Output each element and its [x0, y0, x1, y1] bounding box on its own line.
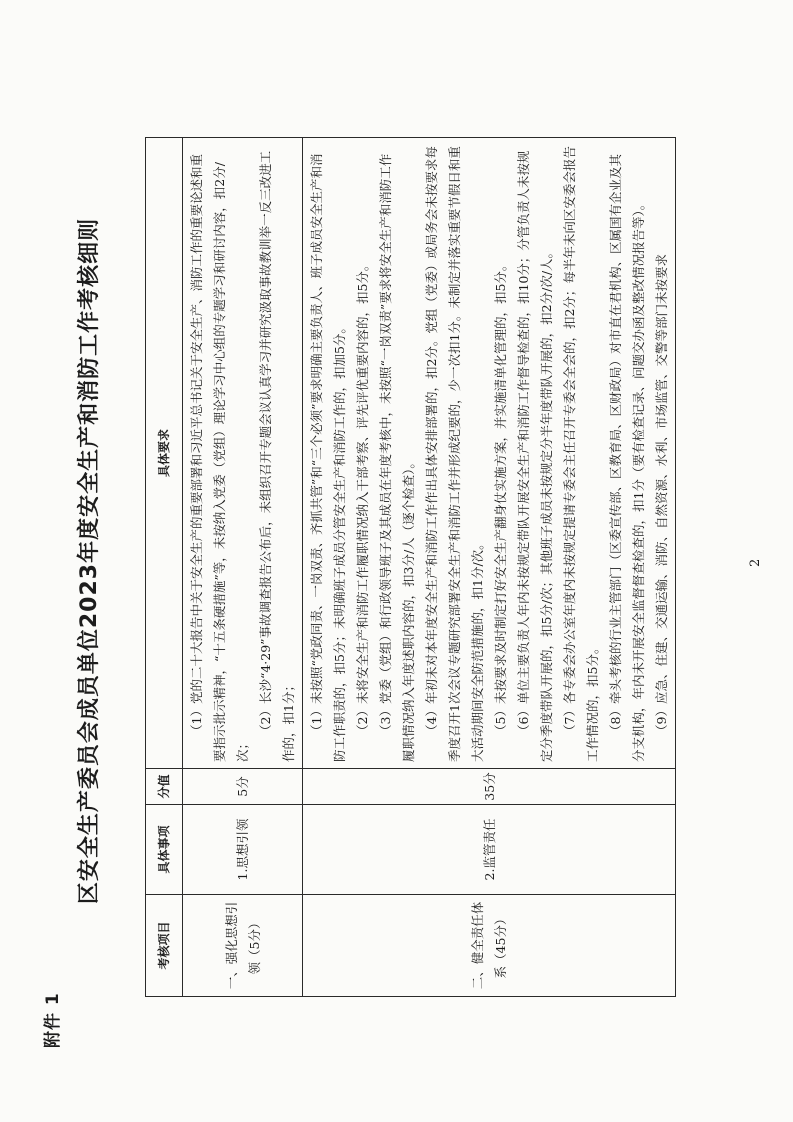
requirement-text: （8）牵头考核的行业主管部门（区委宣传部、区教育局、区财政局）对市直在君机构、区属国有企业及其分支机构，年内未开展安全监督督查检查的，扣1分（要有检查记录、问题交办函及整改情况报告等）。	[608, 154, 646, 762]
header-category: 考核项目	[146, 895, 183, 997]
table-row	[303, 138, 676, 997]
requirement-text: （6）单位主要负责人年内未按规定带队开展安全生产和消防工作督导检查的，扣10分；分管负责人未按规定分季度带队开展的，扣5分/次；其他班子成员未按规定分半年度带队开展的，扣2分/次/人。	[516, 150, 554, 762]
table-header-row	[146, 138, 183, 997]
requirement-text: （5）未按要求及时制定打好安全生产翻身仗实施方案，并实施清单化管理的，扣5分。	[493, 258, 508, 737]
requirement-text: （2）长沙“4·29”事故调查报告公布后，未组织召开专题会议认真学习并研究汲取事故教训举一反三改进工作的，扣1分；	[258, 150, 296, 762]
page-title: 区安全生产委员会成员单位2023年度安全生产和消防工作考核细则	[77, 217, 102, 905]
row-requirements	[183, 138, 303, 769]
page-number: 2	[748, 558, 763, 567]
requirement-text: （7）各专委会办公室年度内未按规定提请专委会主任召开专委会全会的，扣2分；每半年未向区安委会报告工作情况的，扣5分。	[562, 146, 600, 762]
assessment-table	[145, 137, 676, 997]
row-score: 35分	[303, 769, 676, 805]
row-requirements	[303, 138, 676, 769]
attachment-label: 附件 1	[43, 992, 63, 1048]
row-item: 1.思想引领	[183, 805, 303, 895]
requirement-text: （2）未将安全生产和消防工作履职情况纳入干部考察、评先评优重要内容的，扣5分。	[355, 258, 370, 737]
requirement-text: （1）党的二十大报告中关于安全生产的重要部署和习近平总书记关于安全生产、消防工作的重要论述和重要指示批示精神，“十五条硬措施”等，未按纳入党委（党组）理论学习中心组的专题学习和研讨内容，扣2分/次；	[189, 154, 250, 762]
row-category: 一、强化思想引领（5分）	[183, 895, 303, 997]
requirement-text: （4）年初未对本年度安全生产和消防工作作出具体安排部署的，扣2分。党组（党委）或局务会未按要求每季度召开1次会议专题研究部署安全生产和消防工作并形成纪要的，少一次扣1分。未制定并落实重要节假日和重大活动期间安全防范措施的，扣1分/次。	[424, 146, 485, 762]
requirement-text: （3）党委（党组）和行政领导班子及其成员在年度考核中，未按照“一岗双责”要求将安全生产和消防工作履职情况纳入年度述职内容的，扣3分/人（逐个检查）。	[378, 153, 416, 762]
row-score: 5分	[183, 769, 303, 805]
header-score: 分值	[146, 769, 183, 805]
header-item: 具体事项	[146, 805, 183, 895]
table-row	[183, 138, 303, 997]
row-item: 2.监管责任	[303, 805, 676, 895]
header-requirements: 具体要求	[146, 138, 183, 769]
requirement-text: （1）未按照“党政同责、一岗双责、齐抓共管”和“三个必须”要求明确主要负责人、班子成员安全生产和消防工作职责的，扣5分；未明确班子成员分管安全生产和消防工作的，扣加5分。	[309, 153, 347, 762]
requirement-text: （9）应急、住建、交通运输、消防、自然资源、水利、市场监管、交警等部门未按要求	[654, 254, 669, 737]
row-category: 二、健全责任体系（45分）	[303, 895, 676, 997]
